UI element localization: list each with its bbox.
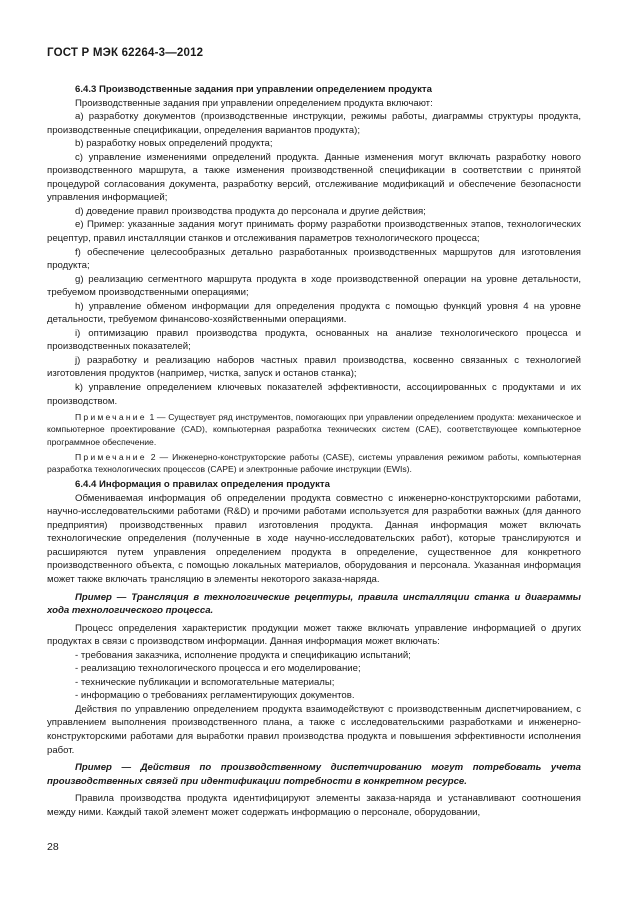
note-1-label: Примечание	[75, 412, 147, 423]
section-heading-6-4-3: 6.4.3 Производственные задания при управлении определением продукта	[75, 84, 432, 95]
bullet-item-4: - информацию о требованиях регламентирующих документов.	[75, 690, 355, 702]
example-2: Пример — Действия по производственному диспетчированию могут потребовать учета производственных связей при идентификации потребности в конкретном ресурсе.	[47, 762, 581, 787]
section-heading-6-4-4: 6.4.4 Информация о правилах определения продукта	[75, 479, 330, 491]
list-item-i: i) оптимизацию правил производства продукта, основанных на анализе технологического процесса и производственных показателей;	[47, 327, 581, 353]
note-1-text: 1 — Существует ряд инструментов, помогающих при управлении определением продукта: механическое и компьютерное проектирование (CAD), компьютерная разработка технических систем (CAE), соответствующее компьютерное программное обеспечение.	[47, 412, 581, 447]
list-item-a: a) разработку документов (производственные инструкции, режимы работы, диаграммы структуры продукта, производственные спецификации, определения вариантов продукта);	[47, 111, 581, 136]
page-number: 28	[47, 841, 59, 853]
paragraph-2: Процесс определения характеристик продукции может также включать управление информацией о других продуктах в связи с производством информации. Данная информация может включать:	[47, 622, 581, 648]
bullet-item-2: - реализацию технологического процесса и его моделирование;	[75, 663, 361, 675]
paragraph-1: Обмениваемая информация об определении продукта совместно с инженерно-конструкторскими работами, научно-исследовательскими работами (R&D) и прочими работами используется для разработки важных (для данного предприятия) производственных правил изготовления продукта. Данная информация может включать технологические определения (полученные в ходе научно-исследовательских работ), которые транслируются и расширяются путем управления определением продукта в определение, существенное для конкретного производственного объекта, с помощью локальных материалов, оборудования и персонала. Указанная информация может также включать трансляцию в элементы некоторого заказа-наряда.	[47, 492, 581, 585]
list-item-g: g) реализацию сегментного маршрута продукта в ходе производственной операции на уровне детальности, требуемом производственными операциями;	[47, 273, 581, 299]
list-item-f: f) обеспечение целесообразных детально разработанных производственных маршрутов для изготовления продукта;	[47, 246, 581, 272]
list-item-k: k) управление определением ключевых показателей эффективности, ассоциированных с продуктами и их производством.	[47, 382, 581, 407]
bullet-item-1: - требования заказчика, исполнение продукта и спецификацию испытаний;	[75, 649, 411, 661]
example-1: Пример — Трансляция в технологические рецептуры, правила инсталляции станка и диаграммы хода технологического процесса.	[47, 591, 581, 617]
bullet-item-3: - технические публикации и вспомогательные материалы;	[75, 676, 335, 688]
note-2	[47, 451, 581, 475]
paragraph-3: Действия по управлению определением продукта взаимодействуют с производственным диспетчированием, с управлением выполнения производственного плана, а также с исследовательскими разработками и инженерно-конструкторскими работами для выработки правил производства продукта и повышения эффективности исполнения работ.	[47, 703, 581, 756]
note-2-label: Примечание	[75, 451, 147, 462]
list-item-h: h) управление обменом информации для определения продукта с помощью функций уровня 4 на уровне детальности, требуемом финансово-хозяйственными операциями.	[47, 300, 581, 326]
list-item-b: b) разработку новых определений продукта;	[75, 138, 273, 150]
list-item-d: d) доведение правил производства продукта до персонала и другие действия;	[75, 205, 426, 217]
paragraph-intro: Производственные задания при управлении определением продукта включают:	[75, 97, 433, 109]
paragraph-4: Правила производства продукта идентифицируют элементы заказа-наряда и устанавливают соотношения между ними. Каждый такой элемент может содержать информацию о персонале, оборудовании,	[47, 793, 581, 818]
list-item-e: e) Пример: указанные задания могут принимать форму разработки производственных этапов, технологических рецептур, правил инсталляции станков и отслеживания параметров технологического процесса;	[47, 219, 581, 245]
note-2-text: 2 — Инженерно-конструкторские работы (CASE), системы управления режимом работы, компьютерная разработка технологических процессов (CAPE) и электронные рабочие инструкции (EWIs).	[47, 451, 582, 474]
list-item-c: c) управление изменениями определений продукта. Данные изменения могут включать разработку нового производственного маршрута, а также изменения производственной спецификации в соответствии с принятой процедурой согласования документа, разработку версий, отслеживание модификаций и обеспечение безопасности управления информацией;	[47, 151, 581, 204]
note-1	[47, 411, 581, 448]
running-header: ГОСТ Р МЭК 62264-3—2012	[47, 47, 204, 59]
page-body	[47, 79, 581, 819]
list-item-j: j) разработку и реализацию наборов частных правил производства, косвенно связанных с технологией изготовления продуктов (например, чистка, запуск и останов станка);	[47, 354, 581, 380]
